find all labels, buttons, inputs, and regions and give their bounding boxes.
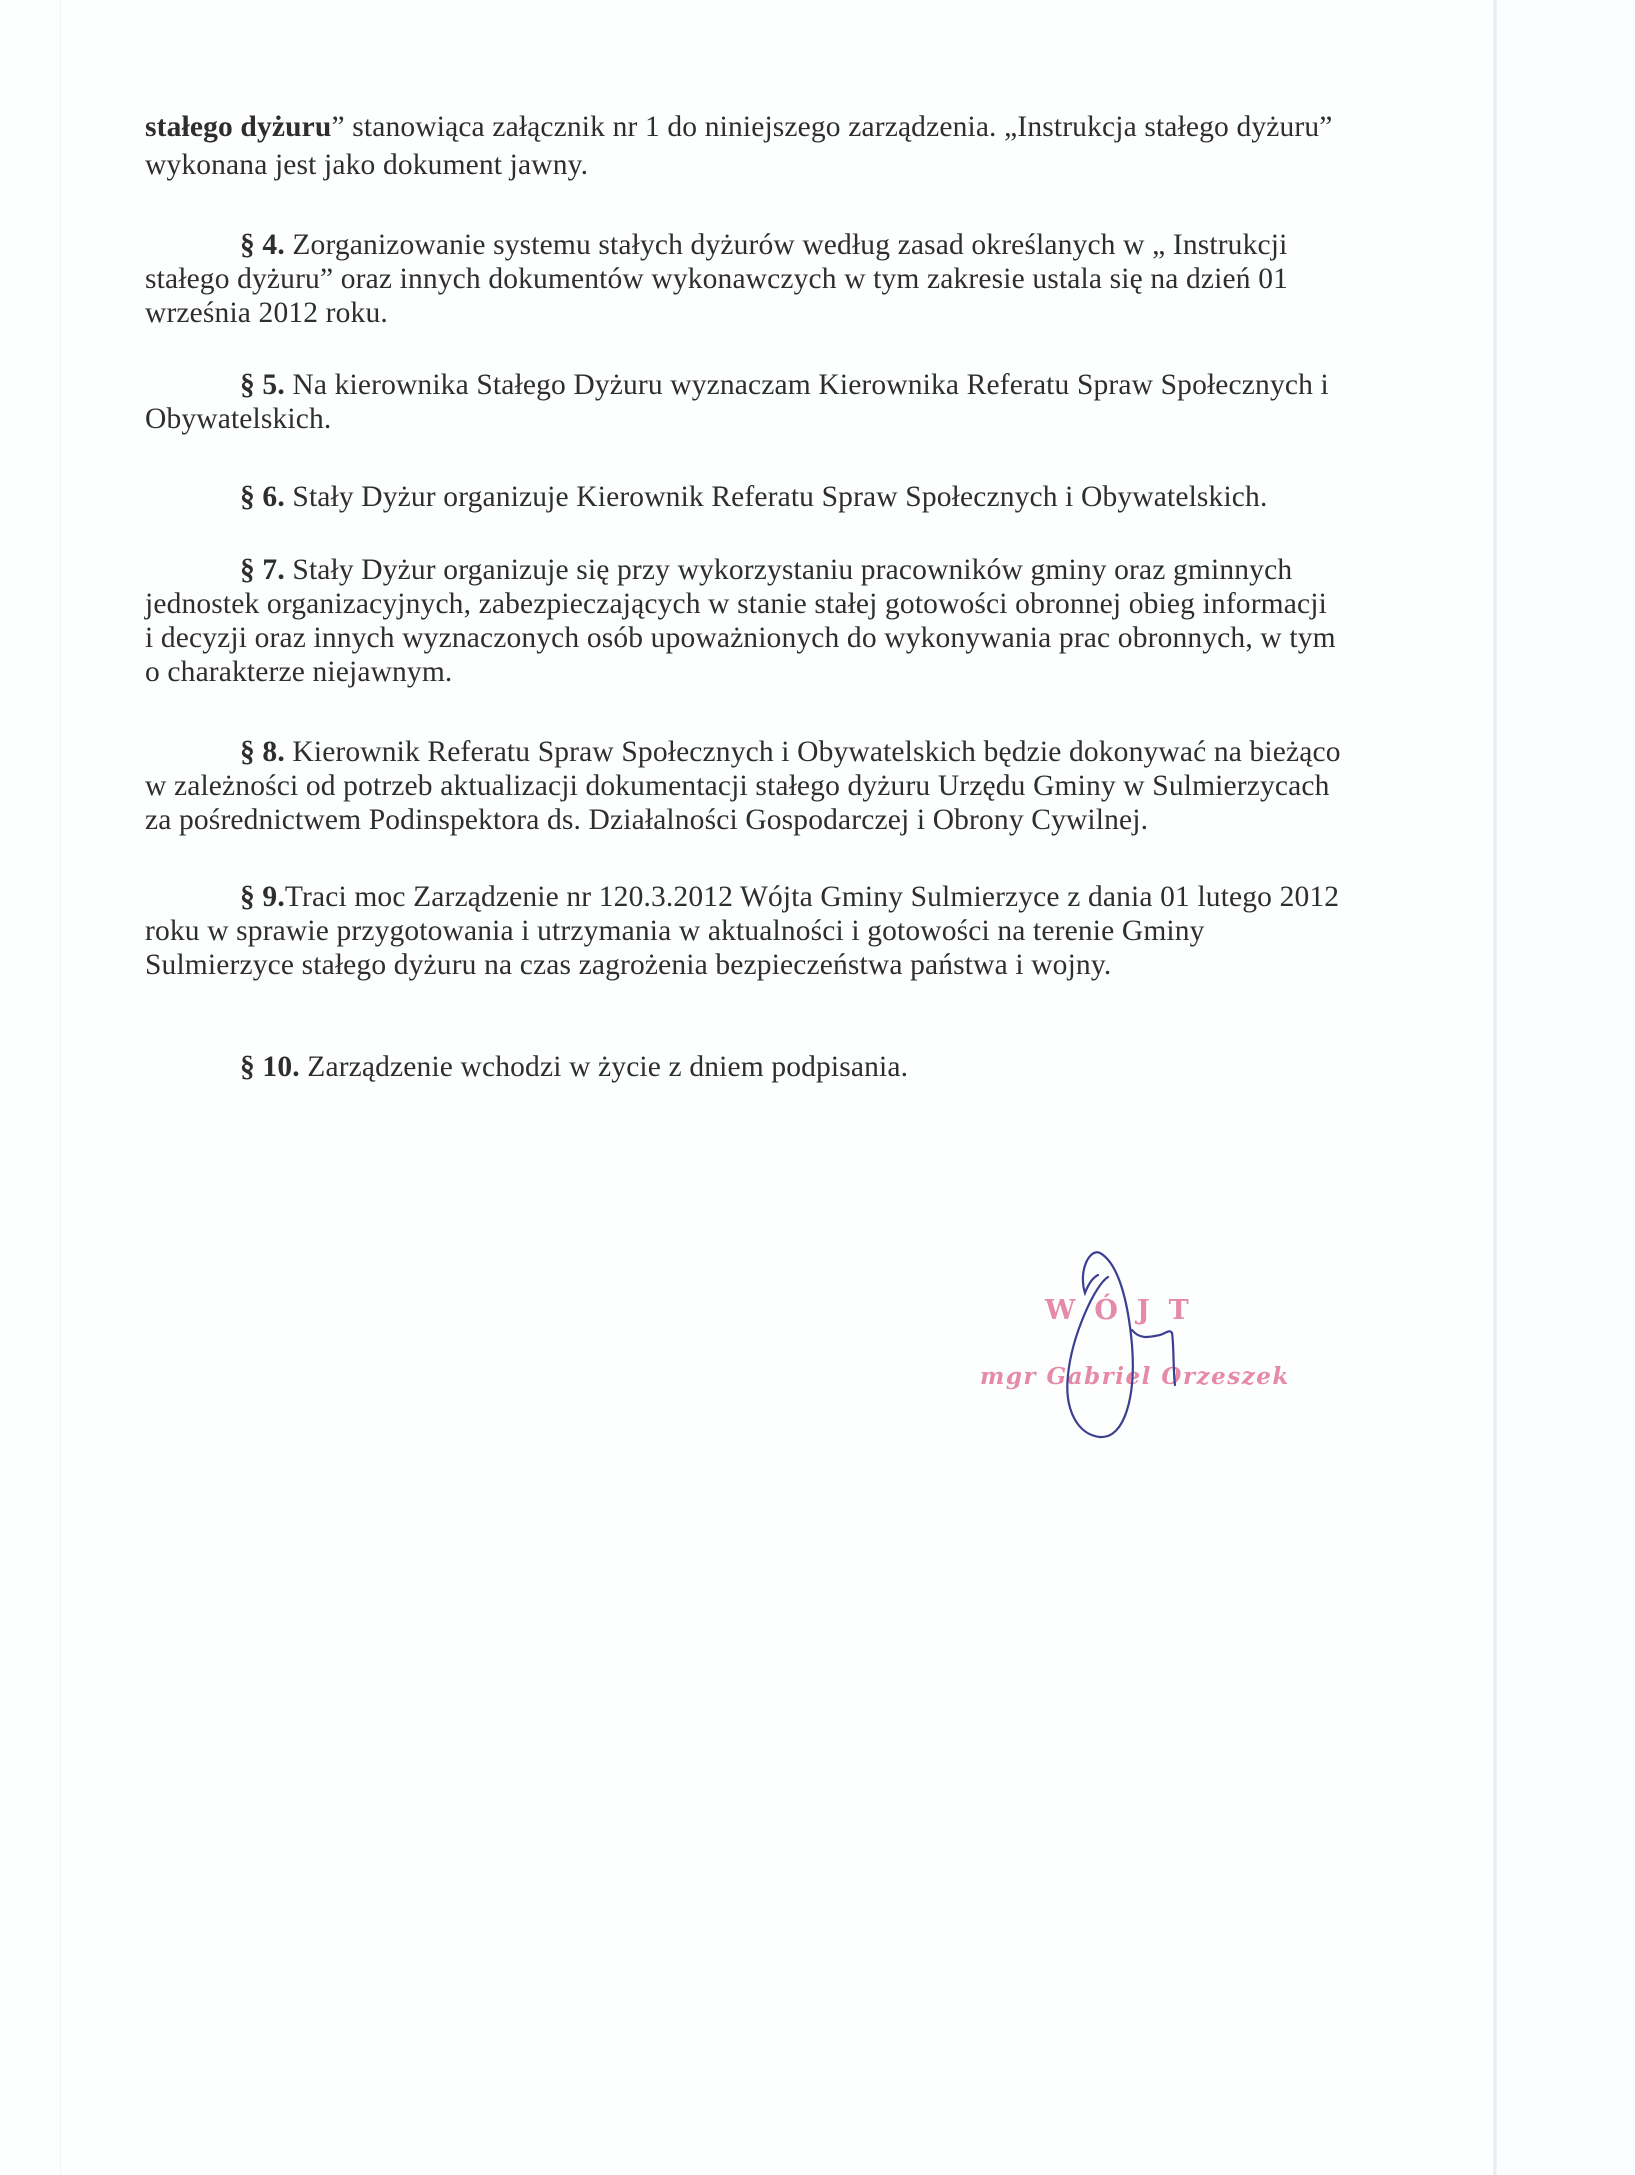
official-stamp [960,1245,1290,1445]
paragraph-number: § 4. [240,229,285,261]
paragraph-4-line-1 [240,228,1287,262]
intro-bold-term: stałego dyżuru [145,111,332,143]
paragraph-text: Na kierownika Stałego Dyżuru wyznaczam Kierownika Referatu Spraw Społecznych i [292,369,1329,401]
intro-text: ” stanowiąca załącznik nr 1 do niniejszego zarządzenia. „Instrukcja stałego dyżuru” [331,111,1333,143]
stamp-title: WÓJT [1045,1295,1208,1326]
paragraph-7-line-2: jednostek organizacyjnych, zabezpieczających w stanie stałej gotowości obronnej obieg informacji [145,588,1327,620]
intro-line-2: wykonana jest jako dokument jawny. [145,149,589,181]
scan-artifact-line [60,0,61,2175]
paragraph-10-line-1 [240,1050,908,1084]
paragraph-text: Stały Dyżur organizuje Kierownik Referatu Spraw Społecznych i Obywatelskich. [292,481,1268,513]
paragraph-text: Kierownik Referatu Spraw Społecznych i Obywatelskich będzie dokonywać na bieżąco [292,736,1341,768]
paragraph-4-line-3: września 2012 roku. [145,297,388,329]
paragraph-8-line-1 [240,735,1341,769]
paragraph-9-line-1 [240,880,1339,914]
paragraph-number: § 7. [240,554,285,586]
paragraph-text: Stały Dyżur organizuje się przy wykorzystaniu pracowników gminy oraz gminnych [292,554,1293,586]
paragraph-4-line-2: stałego dyżuru” oraz innych dokumentów wykonawczych w tym zakresie ustala się na dzień 01 [145,263,1288,295]
paragraph-9-line-2: roku w sprawie przygotowania i utrzymania w aktualności i gotowości na terenie Gminy [145,915,1205,947]
scan-margin [1497,0,1635,2175]
paragraph-9-line-3: Sulmierzyce stałego dyżuru na czas zagrożenia bezpieczeństwa państwa i wojny. [145,949,1112,981]
paragraph-7-line-3: i decyzji oraz innych wyznaczonych osób upoważnionych do wykonywania prac obronnych, w tym [145,622,1336,654]
stamp-name: mgr Gabriel Orzeszek [980,1363,1290,1390]
paragraph-8-line-3: za pośrednictwem Podinspektora ds. Działalności Gospodarczej i Obrony Cywilnej. [145,804,1149,836]
paragraph-number: § 6. [240,481,285,513]
paragraph-number: § 9. [240,881,285,913]
paragraph-5-line-1 [240,368,1329,402]
paragraph-8-line-2: w zależności od potrzeb aktualizacji dokumentacji stałego dyżuru Urzędu Gminy w Sulmierzycach [145,770,1330,802]
paragraph-text: Zarządzenie wchodzi w życie z dniem podpisania. [307,1051,909,1083]
paragraph-text: Traci moc Zarządzenie nr 120.3.2012 Wójta Gminy Sulmierzyce z dania 01 lutego 2012 [284,881,1340,913]
paragraph-number: § 5. [240,369,285,401]
paragraph-7-line-4: o charakterze niejawnym. [145,656,453,688]
paragraph-number: § 8. [240,736,285,768]
paragraph-text: Zorganizowanie systemu stałych dyżurów według zasad określanych w „ Instrukcji [292,229,1288,261]
paragraph-number: § 10. [240,1051,300,1083]
intro-line-1 [145,110,1333,144]
paragraph-6-line-1 [240,480,1267,514]
handwritten-signature [960,1245,1290,1445]
paragraph-5-line-2: Obywatelskich. [145,403,332,435]
paragraph-7-line-1 [240,553,1292,587]
